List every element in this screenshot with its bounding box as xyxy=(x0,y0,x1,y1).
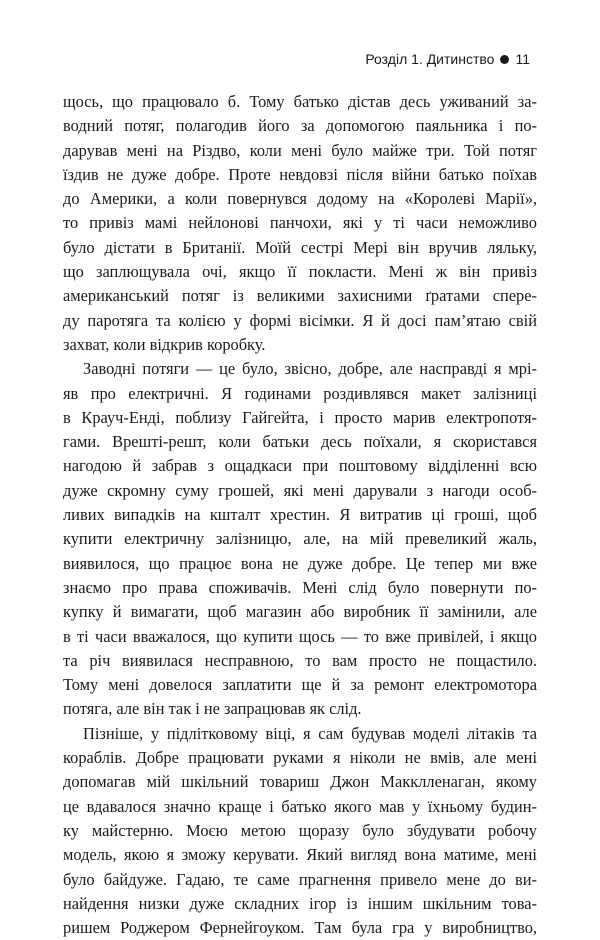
text-line: виявилося, що працює вона не дуже добре. Це тепер ми вже xyxy=(63,553,537,573)
text-line: до Америки, а коли повернувся додому на «Королеві Марії», xyxy=(63,189,537,209)
text-line: гами. Врешті-решт, коли батьки десь поїхали, я скористався xyxy=(63,432,537,452)
text-line: кораблів. Добре працювати руками я ніколи не вмів, але мені xyxy=(63,748,537,768)
text-line: в ті часи вважалося, що купити щось — то вже привілей, і якщо xyxy=(63,626,537,646)
text-line: купку й вимагати, щоб магазин або виробник її замінили, але xyxy=(63,602,537,622)
text-line: Пізніше, у підлітковому віці, я сам будував моделі літаків та xyxy=(83,723,537,743)
text-line: ливих випадків на кшталт хрестин. Я витратив ці гроші, щоб xyxy=(63,505,537,525)
bullet-separator-icon xyxy=(500,55,509,64)
text-line: Заводні потяги — це було, звісно, добре, але насправді я мрі- xyxy=(83,359,537,379)
text-line: в Крауч-Енді, поблизу Гайгейта, і просто марив електропотя- xyxy=(63,407,537,427)
text-line: та річ виявилася несправною, то вам просто не пощастило. xyxy=(63,650,537,670)
text-line: допомагав мій шкільний товариш Джон Макклленаган, якому xyxy=(63,772,537,792)
text-line: американський потяг із великими захисними ґратами спере- xyxy=(63,286,537,306)
text-line: це вдавалося значно краще і батько якого мав у їхньому будин- xyxy=(63,796,537,816)
text-line: модель, якою я зможу керувати. Який вигляд вона матиме, мені xyxy=(63,845,537,865)
text-line: ришем Роджером Фернейгоуком. Там була гра у виробництво, xyxy=(63,918,537,938)
text-line: ку майстерню. Моєю метою щоразу було збудувати робочу xyxy=(63,820,537,840)
text-line: яв про електричні. Я годинами роздивлявся макет залізниці xyxy=(63,383,537,403)
text-line: то привіз мамі нейлонові панчохи, які у ті часи неможливо xyxy=(63,213,537,233)
text-line: нагодою й забрав з ощадкаси при поштовому відділенні всю xyxy=(63,456,537,476)
text-line: дарував мені на Різдво, коли мені було майже три. Той потяг xyxy=(63,140,537,160)
text-line: ду паротяга та колією у формі вісімки. Я й досі пам’ятаю свій xyxy=(63,310,537,330)
text-line: щось, що працювало б. Тому батько дістав десь уживаний за- xyxy=(63,92,537,111)
page-number: 11 xyxy=(515,51,530,67)
text-line: Тому мені довелося заплатити ще й за ремонт електромотора xyxy=(63,675,537,695)
text-line: дуже скромну суму грошей, які мені дарували з нагоди особ- xyxy=(63,480,537,500)
text-line: потяга, але він так і не запрацював як слід. xyxy=(63,699,362,719)
text-line: захват, коли відкрив коробку. xyxy=(63,334,266,354)
running-head xyxy=(365,51,530,67)
text-line: купити електричну залізницю, але, на мій превеликий жаль, xyxy=(63,529,537,549)
text-line: було байдуже. Гадаю, те саме прагнення привело мене до ви- xyxy=(63,869,537,889)
text-line: водний потяг, полагодив його за допомогою паяльника і по- xyxy=(63,116,537,136)
text-line: що заплющувала очі, якщо її покласти. Мені ж він привіз xyxy=(63,262,537,282)
chapter-title: Розділ 1. Дитинство xyxy=(365,51,495,67)
body-text xyxy=(63,90,537,940)
text-line: було дістати в Британії. Моїй сестрі Мері він вручив ляльку, xyxy=(63,237,537,257)
text-line: найдення низки дуже складних ігор із іншим шкільним това- xyxy=(63,893,537,913)
text-line: знаємо про права споживачів. Мені слід було повернути по- xyxy=(63,577,537,597)
text-line: їздив не дуже добре. Проте невдовзі після війни батько поїхав xyxy=(63,164,537,184)
